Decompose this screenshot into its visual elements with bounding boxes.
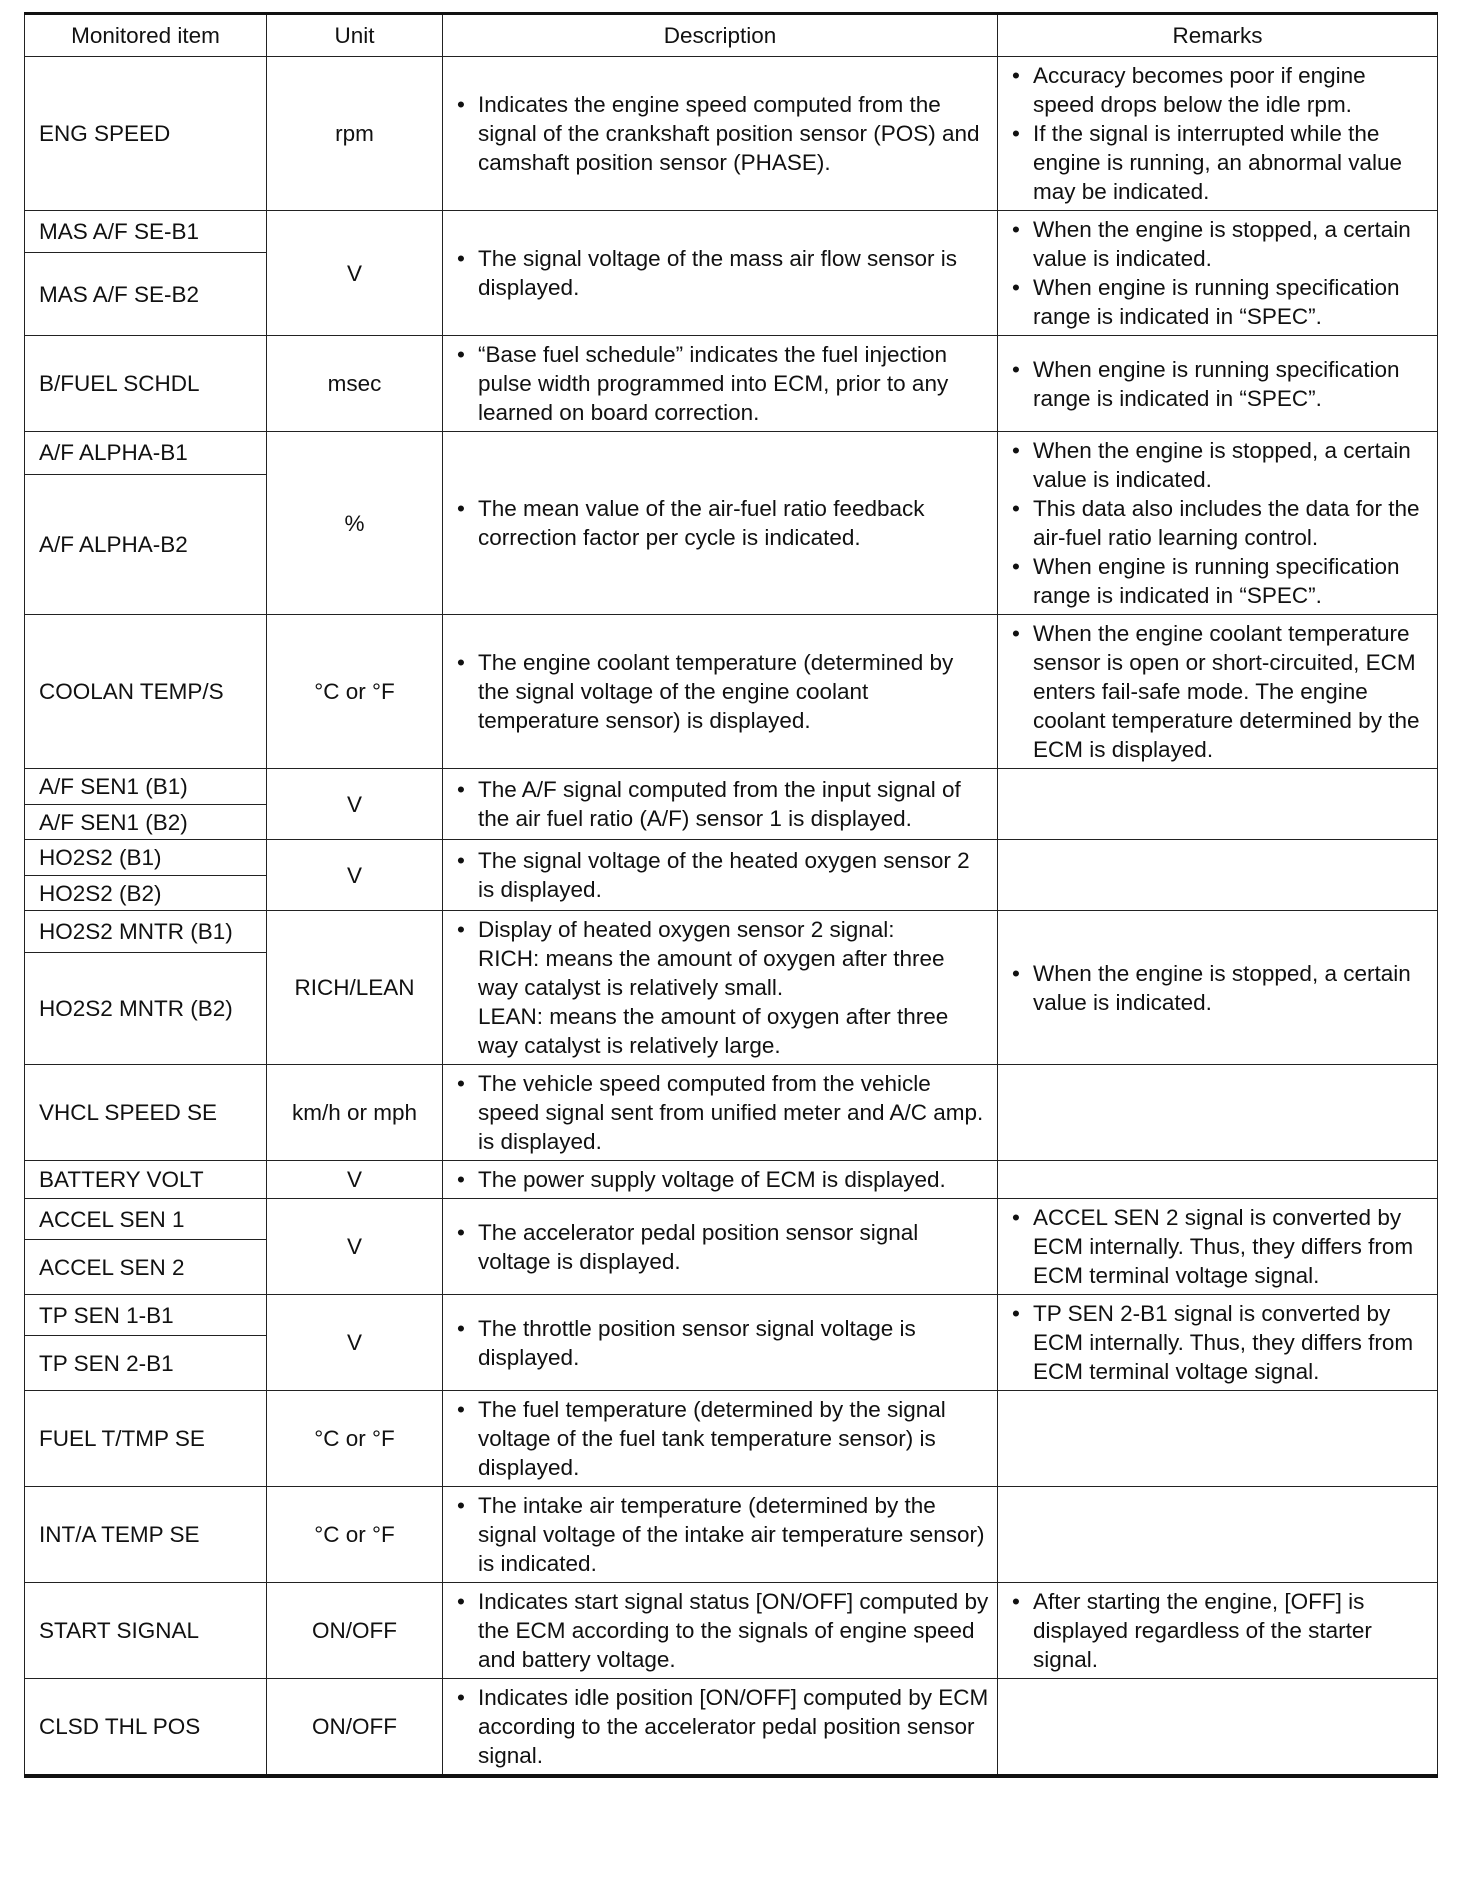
description-cell xyxy=(443,432,998,615)
monitored-item-cell: INT/A TEMP SE xyxy=(25,1487,267,1583)
description-cell xyxy=(443,1583,998,1679)
remarks-cell xyxy=(998,1583,1438,1679)
remark-list xyxy=(1008,355,1429,413)
description-bullet xyxy=(453,244,989,302)
description-list xyxy=(453,1165,989,1194)
remark-bullet: • This data also includes the data for the air-fuel ratio learning control. xyxy=(1008,494,1429,552)
description-line: • Indicates idle position [ON/OFF] computed by ECM according to the accelerator pedal position sensor signal. xyxy=(478,1685,989,1768)
description-line: • The fuel temperature (determined by the signal voltage of the fuel tank temperature sensor) is displayed. xyxy=(478,1397,946,1480)
remarks-cell xyxy=(998,1487,1438,1583)
description-cell xyxy=(443,1487,998,1583)
unit-cell: V xyxy=(267,769,443,840)
description-line: RICH: means the amount of oxygen after three way catalyst is relatively small. xyxy=(478,946,945,1000)
description-list xyxy=(453,1587,989,1674)
monitored-item-cell: HO2S2 (B2) xyxy=(25,876,267,911)
monitored-item-cell: HO2S2 MNTR (B1) xyxy=(25,911,267,953)
description-line: LEAN: means the amount of oxygen after three way catalyst is relatively large. xyxy=(478,1004,949,1058)
description-cell xyxy=(443,1391,998,1487)
monitored-item-cell: ACCEL SEN 2 xyxy=(25,1240,267,1295)
description-cell xyxy=(443,840,998,911)
table-body xyxy=(25,57,1438,1777)
description-bullet xyxy=(453,1218,989,1276)
monitored-item-cell: BATTERY VOLT xyxy=(25,1161,267,1199)
unit-cell: °C or °F xyxy=(267,1487,443,1583)
description-list xyxy=(453,1683,989,1770)
unit-cell: V xyxy=(267,840,443,911)
description-list xyxy=(453,915,989,1060)
unit-cell: °C or °F xyxy=(267,615,443,769)
monitored-item-cell: A/F ALPHA-B2 xyxy=(25,474,267,614)
description-cell xyxy=(443,911,998,1065)
table-row xyxy=(25,1583,1438,1679)
description-line: • The throttle position sensor signal voltage is displayed. xyxy=(478,1315,916,1370)
unit-cell: V xyxy=(267,1295,443,1391)
description-list xyxy=(453,1314,989,1372)
description-cell xyxy=(443,1161,998,1199)
table-row xyxy=(25,1295,1438,1336)
table-row xyxy=(25,1679,1438,1777)
description-cell xyxy=(443,57,998,211)
table-row xyxy=(25,432,1438,475)
remarks-cell xyxy=(998,1161,1438,1199)
unit-cell: V xyxy=(267,211,443,336)
remarks-cell xyxy=(998,211,1438,336)
description-cell xyxy=(443,615,998,769)
remark-bullet: • When engine is running specification range is indicated in “SPEC”. xyxy=(1008,355,1429,413)
monitor-item-table-sheet xyxy=(24,12,1437,1892)
description-line: • The vehicle speed computed from the vehicle speed signal sent from unified meter and A/C amp. is displayed. xyxy=(478,1071,984,1154)
description-line: • The engine coolant temperature (determined by the signal voltage of the engine coolant temperature sensor) is displayed. xyxy=(478,650,954,733)
table-row xyxy=(25,1391,1438,1487)
table-row xyxy=(25,336,1438,432)
description-line: • The signal voltage of the heated oxygen sensor 2 is displayed. xyxy=(478,848,970,902)
remark-list xyxy=(1008,436,1429,610)
header-row xyxy=(25,14,1438,57)
description-list xyxy=(453,340,989,427)
remarks-cell xyxy=(998,336,1438,432)
remark-list xyxy=(1008,959,1429,1017)
unit-cell: °C or °F xyxy=(267,1391,443,1487)
description-bullet xyxy=(453,1314,989,1372)
description-list xyxy=(453,1069,989,1156)
remark-bullet: • When the engine coolant temperature sensor is open or short-circuited, ECM enters fail-safe mode. The engine coolant temperature determined by the ECM is displayed. xyxy=(1008,619,1429,764)
remark-list xyxy=(1008,1203,1429,1290)
monitored-item-cell: MAS A/F SE-B1 xyxy=(25,211,267,253)
description-list xyxy=(453,846,989,904)
monitored-item-cell: ACCEL SEN 1 xyxy=(25,1199,267,1240)
remarks-cell xyxy=(998,911,1438,1065)
description-bullet xyxy=(453,1683,989,1770)
unit-cell: RICH/LEAN xyxy=(267,911,443,1065)
unit-cell: V xyxy=(267,1161,443,1199)
remark-bullet: • When engine is running specification range is indicated in “SPEC”. xyxy=(1008,552,1429,610)
description-bullet xyxy=(453,846,989,904)
unit-cell: ON/OFF xyxy=(267,1679,443,1777)
description-bullet xyxy=(453,340,989,427)
remarks-cell xyxy=(998,1391,1438,1487)
description-line: • Display of heated oxygen sensor 2 signal: xyxy=(478,917,895,942)
monitored-item-cell: HO2S2 MNTR (B2) xyxy=(25,953,267,1065)
remarks-cell xyxy=(998,615,1438,769)
monitored-item-cell: CLSD THL POS xyxy=(25,1679,267,1777)
unit-cell: ON/OFF xyxy=(267,1583,443,1679)
unit-cell: rpm xyxy=(267,57,443,211)
header-description: Description xyxy=(443,14,998,57)
description-cell xyxy=(443,769,998,840)
remarks-cell xyxy=(998,432,1438,615)
description-list xyxy=(453,1218,989,1276)
remark-bullet: • After starting the engine, [OFF] is displayed regardless of the starter signal. xyxy=(1008,1587,1429,1674)
description-list xyxy=(453,648,989,735)
description-cell xyxy=(443,1065,998,1161)
description-bullet xyxy=(453,90,989,177)
description-cell xyxy=(443,211,998,336)
remarks-cell xyxy=(998,769,1438,840)
unit-cell: V xyxy=(267,1199,443,1295)
remark-bullet: • When engine is running specification range is indicated in “SPEC”. xyxy=(1008,273,1429,331)
description-bullet xyxy=(453,494,989,552)
monitored-item-cell: TP SEN 2-B1 xyxy=(25,1336,267,1391)
remark-bullet: • If the signal is interrupted while the engine is running, an abnormal value may be indicated. xyxy=(1008,119,1429,206)
description-line: • The power supply voltage of ECM is displayed. xyxy=(478,1167,946,1192)
remark-bullet: • Accuracy becomes poor if engine speed drops below the idle rpm. xyxy=(1008,61,1429,119)
description-cell xyxy=(443,1199,998,1295)
monitored-item-cell: MAS A/F SE-B2 xyxy=(25,253,267,336)
unit-cell: msec xyxy=(267,336,443,432)
table-row xyxy=(25,840,1438,876)
description-bullet xyxy=(453,1491,989,1578)
monitor-item-table xyxy=(24,12,1438,1778)
description-line: • Indicates the engine speed computed from the signal of the crankshaft position sensor (POS) and camshaft position sensor (PHASE). xyxy=(478,92,980,175)
remark-list xyxy=(1008,1299,1429,1386)
remark-list xyxy=(1008,1587,1429,1674)
table-row xyxy=(25,911,1438,953)
remarks-cell xyxy=(998,840,1438,911)
remarks-cell xyxy=(998,1679,1438,1777)
description-line: • The accelerator pedal position sensor signal voltage is displayed. xyxy=(478,1219,919,1274)
description-list xyxy=(453,90,989,177)
description-line: • “Base fuel schedule” indicates the fuel injection pulse width programmed into ECM, prior to any learned on board correction. xyxy=(478,342,949,425)
table-row xyxy=(25,1065,1438,1161)
table-row xyxy=(25,1487,1438,1583)
monitored-item-cell: COOLAN TEMP/S xyxy=(25,615,267,769)
description-cell xyxy=(443,1295,998,1391)
description-line: • The intake air temperature (determined by the signal voltage of the intake air temperature sensor) is indicated. xyxy=(478,1493,985,1576)
description-cell xyxy=(443,1679,998,1777)
monitored-item-cell: HO2S2 (B1) xyxy=(25,840,267,876)
table-row xyxy=(25,615,1438,769)
monitored-item-cell: A/F SEN1 (B2) xyxy=(25,805,267,840)
table-row xyxy=(25,769,1438,805)
description-bullet xyxy=(453,1587,989,1674)
description-bullet xyxy=(453,1165,989,1194)
unit-cell: % xyxy=(267,432,443,615)
remarks-cell xyxy=(998,1199,1438,1295)
remark-list xyxy=(1008,619,1429,764)
description-list xyxy=(453,775,989,833)
remark-bullet: • TP SEN 2-B1 signal is converted by ECM internally. Thus, they differs from ECM terminal voltage signal. xyxy=(1008,1299,1429,1386)
monitored-item-cell: A/F ALPHA-B1 xyxy=(25,432,267,475)
description-bullet xyxy=(453,915,989,1060)
header-monitored-item: Monitored item xyxy=(25,14,267,57)
table-row xyxy=(25,1199,1438,1240)
description-cell xyxy=(443,336,998,432)
remark-list xyxy=(1008,61,1429,206)
remarks-cell xyxy=(998,1295,1438,1391)
monitored-item-cell: ENG SPEED xyxy=(25,57,267,211)
remarks-cell xyxy=(998,1065,1438,1161)
description-line: • Indicates start signal status [ON/OFF] computed by the ECM according to the signals of engine speed and battery voltage. xyxy=(478,1589,989,1672)
description-list xyxy=(453,1395,989,1482)
description-list xyxy=(453,1491,989,1578)
description-list xyxy=(453,494,989,552)
header-unit: Unit xyxy=(267,14,443,57)
description-line: • The A/F signal computed from the input signal of the air fuel ratio (A/F) sensor 1 is displayed. xyxy=(478,777,961,831)
remark-bullet: • When the engine is stopped, a certain value is indicated. xyxy=(1008,959,1429,1017)
description-bullet xyxy=(453,1395,989,1482)
description-bullet xyxy=(453,775,989,833)
description-list xyxy=(453,244,989,302)
header-remarks: Remarks xyxy=(998,14,1438,57)
table-row xyxy=(25,211,1438,253)
remark-list xyxy=(1008,215,1429,331)
unit-cell: km/h or mph xyxy=(267,1065,443,1161)
remarks-cell xyxy=(998,57,1438,211)
monitored-item-cell: A/F SEN1 (B1) xyxy=(25,769,267,805)
remark-bullet: • When the engine is stopped, a certain value is indicated. xyxy=(1008,215,1429,273)
table-row xyxy=(25,57,1438,211)
monitored-item-cell: VHCL SPEED SE xyxy=(25,1065,267,1161)
remark-bullet: • When the engine is stopped, a certain value is indicated. xyxy=(1008,436,1429,494)
table-row xyxy=(25,1161,1438,1199)
monitored-item-cell: B/FUEL SCHDL xyxy=(25,336,267,432)
monitored-item-cell: START SIGNAL xyxy=(25,1583,267,1679)
description-line: • The mean value of the air-fuel ratio feedback correction factor per cycle is indicated. xyxy=(478,496,925,550)
monitored-item-cell: FUEL T/TMP SE xyxy=(25,1391,267,1487)
description-bullet xyxy=(453,1069,989,1156)
remark-bullet: • ACCEL SEN 2 signal is converted by ECM internally. Thus, they differs from ECM terminal voltage signal. xyxy=(1008,1203,1429,1290)
description-line: • The signal voltage of the mass air flow sensor is displayed. xyxy=(478,246,957,300)
description-bullet xyxy=(453,648,989,735)
monitored-item-cell: TP SEN 1-B1 xyxy=(25,1295,267,1336)
